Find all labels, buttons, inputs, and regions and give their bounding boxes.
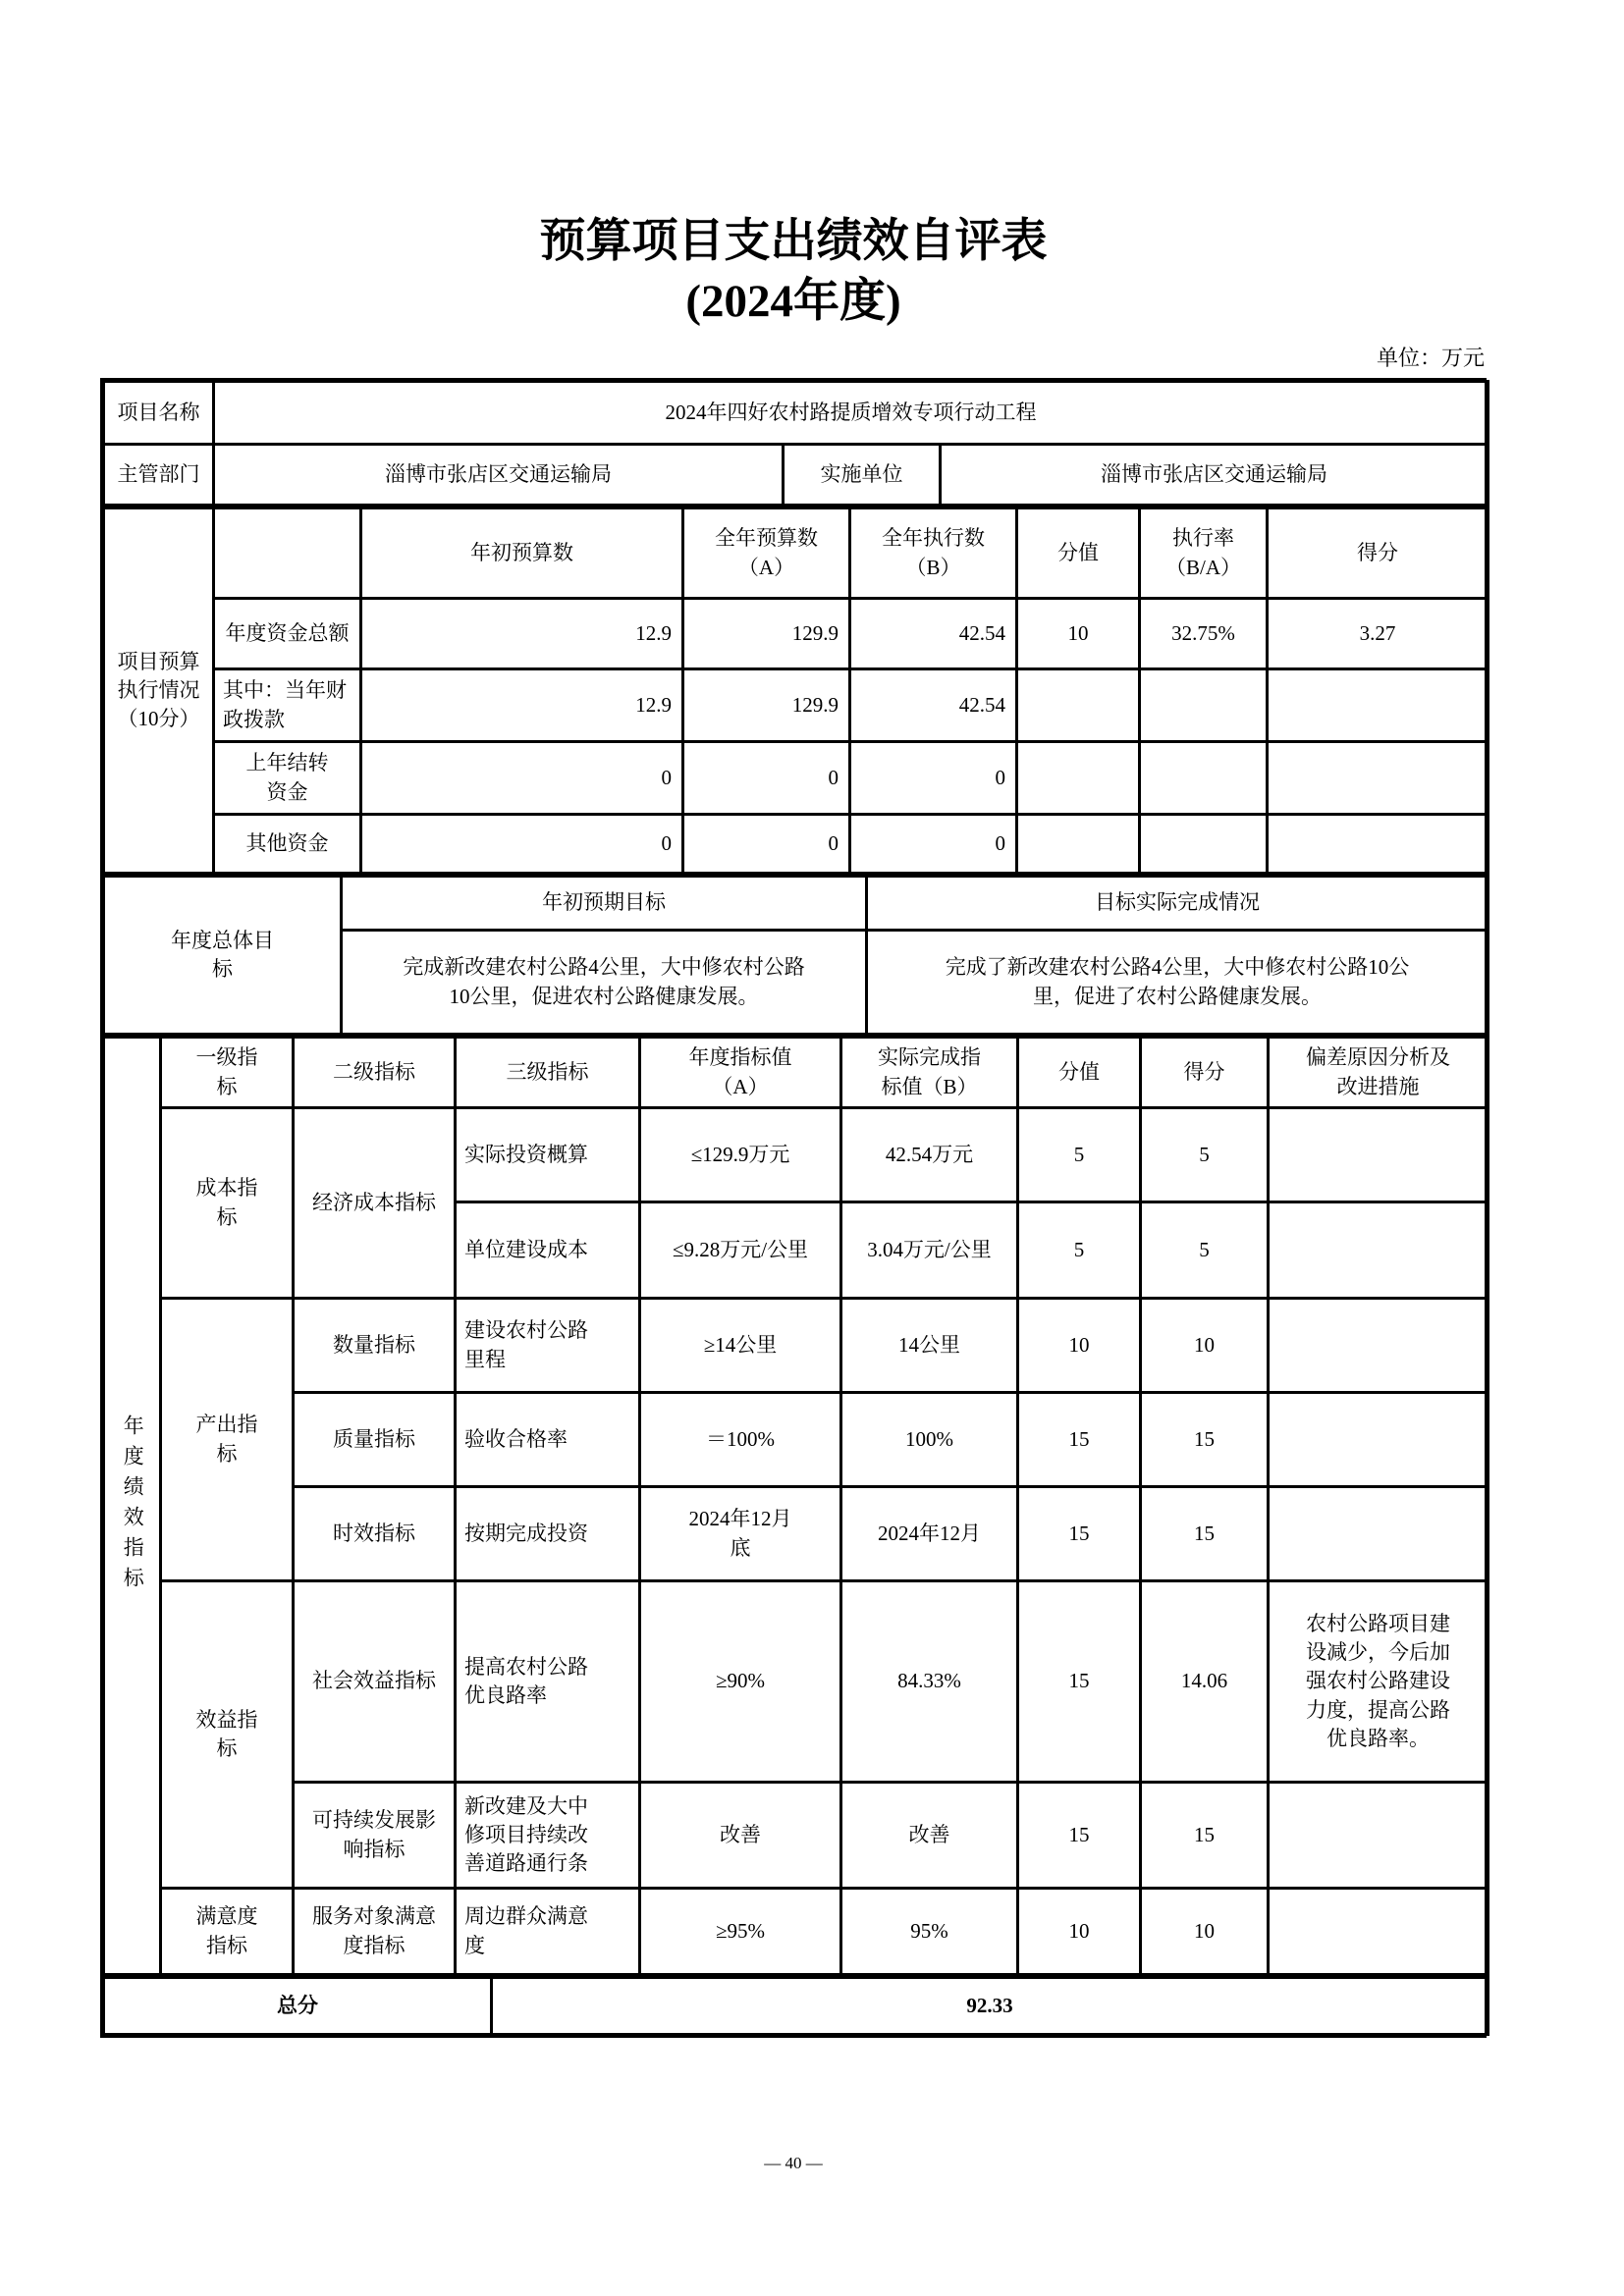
header-weight: 分值 [1018,1038,1141,1108]
budget-score-value: 3.27 [1268,599,1489,669]
indicators-table [102,1036,1489,1976]
budget-exec-rate-value: 32.75% [1140,599,1268,669]
budget-row-label: 上年结转资金 [214,742,361,815]
weight-cell: 10 [1018,1299,1141,1393]
budget-header-annual: 全年预算数（A） [683,508,850,599]
level3-cell: 提高农村公路优良路率 [456,1581,640,1783]
budget-empty-cell [214,508,361,599]
dept-label: 主管部门 [104,445,214,506]
header-level3: 三级指标 [456,1038,640,1108]
budget-header-initial: 年初预算数 [361,508,683,599]
goal-expected-header: 年初预期目标 [342,877,867,931]
budget-header-row [104,508,1489,599]
budget-executed-value: 0 [850,742,1017,815]
header-actual: 实际完成指标值（B） [841,1038,1018,1108]
total-score-value: 92.33 [492,1978,1489,2035]
goal-actual-text: 完成了新改建农村公路4公里，大中修农村公路10公里，促进了农村公路健康发展。 [867,931,1489,1035]
budget-weight-value [1017,815,1140,874]
deviation-cell [1269,1783,1489,1889]
budget-row-fiscal [104,669,1489,742]
budget-weight-value [1017,742,1140,815]
deviation-cell [1269,1393,1489,1487]
goal-header-row [104,877,1489,931]
budget-header-weight: 分值 [1017,508,1140,599]
level3-cell: 按期完成投资 [456,1487,640,1581]
actual-cell: 84.33% [841,1581,1018,1783]
weight-cell: 5 [1018,1202,1141,1299]
level2-cell: 经济成本指标 [294,1108,456,1299]
budget-row-total-funds [104,599,1489,669]
goal-section-label: 年度总体目标 [104,877,342,1035]
budget-exec-rate-value [1140,742,1268,815]
budget-exec-rate-value [1140,669,1268,742]
total-score-label: 总分 [104,1978,492,2035]
impl-unit-value: 淄博市张店区交通运输局 [941,445,1489,506]
page-title [100,0,1487,332]
target-cell: ≥90% [640,1581,841,1783]
score-cell: 5 [1141,1202,1269,1299]
budget-weight-value [1017,669,1140,742]
target-cell: ≤9.28万元/公里 [640,1202,841,1299]
project-info-table [102,380,1489,507]
project-name-value: 2024年四好农村路提质增效专项行动工程 [214,382,1489,445]
dept-value: 淄博市张店区交通运输局 [214,445,784,506]
annual-goal-table [102,875,1489,1036]
score-cell: 10 [1141,1299,1269,1393]
level3-cell: 建设农村公路里程 [456,1299,640,1393]
level1-output: 产出指标 [161,1299,294,1581]
budget-initial-value: 0 [361,742,683,815]
deviation-cell [1269,1202,1489,1299]
budget-row-other [104,815,1489,874]
actual-cell: 2024年12月 [841,1487,1018,1581]
title-line2: (2024年度) [685,276,901,328]
page-number: — 40 — [764,2154,823,2173]
weight-cell: 10 [1018,1889,1141,1975]
budget-section-label: 项目预算执行情况（10分） [104,508,214,874]
score-cell: 15 [1141,1783,1269,1889]
indicators-section-label: 年度绩效指标 [104,1038,161,1975]
actual-cell: 改善 [841,1783,1018,1889]
target-cell: 2024年12月底 [640,1487,841,1581]
level3-cell: 实际投资概算 [456,1108,640,1202]
impl-unit-label: 实施单位 [784,445,941,506]
budget-initial-value: 12.9 [361,599,683,669]
level2-cell: 社会效益指标 [294,1581,456,1783]
document-body [100,0,1487,2173]
target-cell: 改善 [640,1783,841,1889]
budget-annual-value: 0 [683,815,850,874]
budget-row-label: 其中：当年财政拨款 [214,669,361,742]
total-score-row [104,1978,1489,2035]
header-deviation: 偏差原因分析及改进措施 [1269,1038,1489,1108]
level2-cell: 时效指标 [294,1487,456,1581]
deviation-cell [1269,1299,1489,1393]
indicator-row [104,1783,1489,1889]
budget-initial-value: 0 [361,815,683,874]
level2-cell: 可持续发展影响指标 [294,1783,456,1889]
level3-cell: 新改建及大中修项目持续改善道路通行条 [456,1783,640,1889]
level1-cost: 成本指标 [161,1108,294,1299]
deviation-cell: 农村公路项目建设减少，今后加强农村公路建设力度，提高公路优良路率。 [1269,1581,1489,1783]
budget-header-executed: 全年执行数（B） [850,508,1017,599]
header-level1: 一级指标 [161,1038,294,1108]
level1-benefit: 效益指标 [161,1581,294,1889]
goal-expected-text: 完成新改建农村公路4公里，大中修农村公路10公里，促进农村公路健康发展。 [342,931,867,1035]
budget-row-carryover [104,742,1489,815]
level2-cell: 质量指标 [294,1393,456,1487]
weight-cell: 15 [1018,1393,1141,1487]
indicator-row [104,1299,1489,1393]
budget-initial-value: 12.9 [361,669,683,742]
total-score-table [102,1976,1489,2036]
budget-executed-value: 0 [850,815,1017,874]
budget-annual-value: 0 [683,742,850,815]
level1-satisfaction: 满意度指标 [161,1889,294,1975]
weight-cell: 15 [1018,1487,1141,1581]
weight-cell: 15 [1018,1581,1141,1783]
budget-score-value [1268,742,1489,815]
score-cell: 10 [1141,1889,1269,1975]
project-name-label: 项目名称 [104,382,214,445]
actual-cell: 14公里 [841,1299,1018,1393]
weight-cell: 5 [1018,1108,1141,1202]
score-cell: 14.06 [1141,1581,1269,1783]
level3-cell: 单位建设成本 [456,1202,640,1299]
budget-score-value [1268,669,1489,742]
budget-exec-rate-value [1140,815,1268,874]
indicators-header-row [104,1038,1489,1108]
deviation-cell [1269,1108,1489,1202]
budget-header-score: 得分 [1268,508,1489,599]
target-cell: ≤129.9万元 [640,1108,841,1202]
target-cell: ＝100% [640,1393,841,1487]
budget-row-label: 其他资金 [214,815,361,874]
budget-executed-value: 42.54 [850,669,1017,742]
actual-cell: 3.04万元/公里 [841,1202,1018,1299]
indicator-row [104,1889,1489,1975]
level2-cell: 服务对象满意度指标 [294,1889,456,1975]
header-level2: 二级指标 [294,1038,456,1108]
deviation-cell [1269,1889,1489,1975]
score-cell: 15 [1141,1393,1269,1487]
indicator-row [104,1581,1489,1783]
score-cell: 15 [1141,1487,1269,1581]
indicator-row [104,1108,1489,1202]
title-line1: 预算项目支出绩效自评表 [539,216,1048,267]
project-name-row [104,382,1489,445]
actual-cell: 42.54万元 [841,1108,1018,1202]
budget-annual-value: 129.9 [683,599,850,669]
header-score: 得分 [1141,1038,1269,1108]
target-cell: ≥14公里 [640,1299,841,1393]
goal-actual-header: 目标实际完成情况 [867,877,1489,931]
budget-header-exec-rate: 执行率（B/A） [1140,508,1268,599]
actual-cell: 95% [841,1889,1018,1975]
budget-annual-value: 129.9 [683,669,850,742]
actual-cell: 100% [841,1393,1018,1487]
header-target: 年度指标值（A） [640,1038,841,1108]
department-row [104,445,1489,506]
budget-row-label: 年度资金总额 [214,599,361,669]
level3-cell: 周边群众满意度 [456,1889,640,1975]
level2-cell: 数量指标 [294,1299,456,1393]
score-cell: 5 [1141,1108,1269,1202]
weight-cell: 15 [1018,1783,1141,1889]
budget-score-value [1268,815,1489,874]
unit-note: 单位：万元 [1376,346,1485,371]
budget-executed-value: 42.54 [850,599,1017,669]
target-cell: ≥95% [640,1889,841,1975]
budget-weight-value: 10 [1017,599,1140,669]
budget-table [102,507,1489,875]
indicator-row [104,1487,1489,1581]
deviation-cell [1269,1487,1489,1581]
indicator-row [104,1393,1489,1487]
level3-cell: 验收合格率 [456,1393,640,1487]
main-table [100,378,1487,2038]
